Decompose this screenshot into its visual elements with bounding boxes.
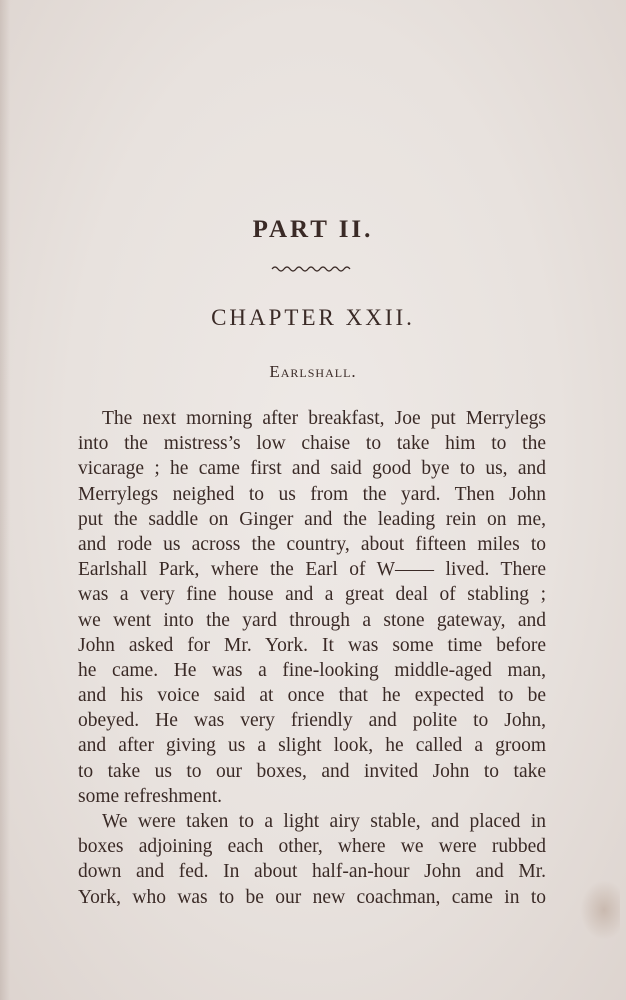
chapter-subtitle: Earlshall. [269,362,357,381]
text-line: John asked for Mr. York. It was some time before [78,634,546,656]
text-line: he came. He was a fine-looking middle-aged man, [78,659,546,681]
paper-stain [580,880,620,940]
text-line: we went into the yard through a stone gateway, and [78,609,546,631]
text-line: and rode us across the country, about fifteen miles to [78,533,546,555]
wavy-ornament [270,262,352,276]
gutter-shadow [0,0,10,1000]
text-line: The next morning after breakfast, Joe put Merrylegs [102,408,546,429]
text-line: was a very fine house and a great deal of stabling ; [78,584,546,606]
text-line: boxes adjoining each other, where we were rubbed [78,836,546,858]
text-line: down and fed. In about half-an-hour John and Mr. [78,861,546,883]
text-line: put the saddle on Ginger and the leading rein on me, [78,508,546,530]
chapter-title: CHAPTER XXII. [211,305,415,330]
text-line: into the mistress’s low chaise to take him to the [78,433,546,455]
text-line: vicarage ; he came first and said good bye to us, and [78,458,546,480]
text-line: to take us to our boxes, and invited John to take [78,760,546,782]
text-line: and after giving us a slight look, he called a groom [78,735,546,757]
body-text [78,406,546,910]
text-line: We were taken to a light airy stable, and placed in [102,811,546,832]
text-line: and his voice said at once that he expected to be [78,685,546,707]
text-line: Earlshall Park, where the Earl of W—— lived. There [78,559,546,581]
part-title: PART II. [252,216,374,243]
text-line: York, who was to be our new coachman, came in to [78,886,546,908]
text-line: Merrylegs neighed to us from the yard. Then John [78,483,546,505]
text-line: some refreshment. [78,785,223,807]
text-line: obeyed. He was very friendly and polite to John, [78,710,546,732]
